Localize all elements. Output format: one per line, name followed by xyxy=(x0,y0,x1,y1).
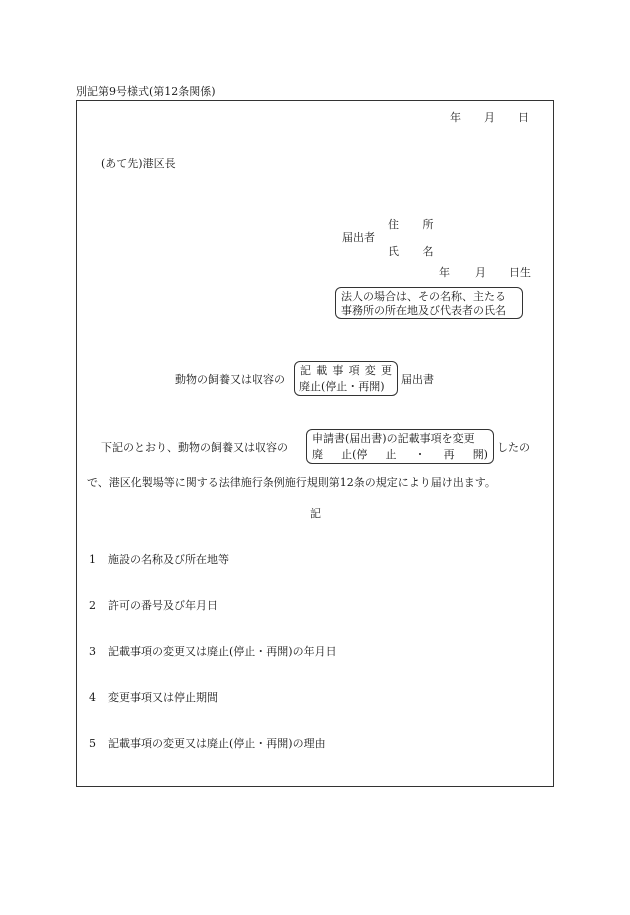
list-item xyxy=(89,738,326,749)
body-option2 xyxy=(312,449,488,460)
item-label: 記載事項の変更又は廃止(停止・再開)の理由 xyxy=(108,737,326,750)
title-option1 xyxy=(300,365,392,376)
item-number: 2 xyxy=(89,599,96,612)
body-option2-part: 開) xyxy=(472,448,488,461)
addressee: (あて先)港区長 xyxy=(101,157,176,170)
date-year: 年 xyxy=(450,111,461,124)
title-prefix: 動物の飼養又は収容の xyxy=(175,373,285,386)
title-option1-char: 記 xyxy=(300,364,311,377)
birth-year: 年 xyxy=(439,266,450,279)
birth-month: 月 xyxy=(475,266,486,279)
body-option2-part: 廃 xyxy=(312,448,323,461)
title-option1-char: 更 xyxy=(380,364,392,377)
list-item xyxy=(89,600,218,611)
list-item xyxy=(89,554,229,565)
item-number: 4 xyxy=(89,691,96,704)
corp-note-line1: 法人の場合は、その名称、主たる xyxy=(341,290,506,303)
name-label: 氏 名 xyxy=(388,245,444,258)
title-option1-char: 項 xyxy=(348,364,360,377)
title-option1-char: 載 xyxy=(316,364,328,377)
notifier-label: 届出者 xyxy=(342,231,375,244)
body-line2: で、港区化製場等に関する法律施行条例施行規則第12条の規定により届け出ます。 xyxy=(87,476,496,489)
body-option2-part: 止 xyxy=(385,448,397,461)
item-label: 変更事項又は停止期間 xyxy=(108,691,218,704)
item-label: 記載事項の変更又は廃止(停止・再開)の年月日 xyxy=(108,645,337,658)
ki-heading: 記 xyxy=(310,507,321,520)
body-intro: 下記のとおり、動物の飼養又は収容の xyxy=(101,441,288,454)
body-option2-part: 再 xyxy=(443,448,455,461)
date-day: 日 xyxy=(518,111,529,124)
list-item xyxy=(89,692,218,703)
body-option2-part: ・ xyxy=(414,448,426,461)
form-label: 別記第9号様式(第12条関係) xyxy=(76,85,216,98)
date-month: 月 xyxy=(484,111,495,124)
body-suffix: したの xyxy=(497,441,530,454)
item-number: 1 xyxy=(89,553,96,566)
item-number: 3 xyxy=(89,645,96,658)
title-suffix: 届出書 xyxy=(401,373,434,386)
item-label: 許可の番号及び年月日 xyxy=(108,599,218,612)
title-option1-char: 変 xyxy=(364,364,376,377)
title-option2: 廃止(停止・再開) xyxy=(299,380,385,393)
corp-note-line2: 事務所の所在地及び代表者の氏名 xyxy=(341,304,506,317)
title-option1-char: 事 xyxy=(332,364,344,377)
birth-day: 日生 xyxy=(509,266,531,279)
address-label: 住 所 xyxy=(388,218,444,231)
item-number: 5 xyxy=(89,737,96,750)
body-option1: 申請書(届出書)の記載事項を変更 xyxy=(312,432,475,445)
body-option2-part: 止(停 xyxy=(341,448,368,461)
item-label: 施設の名称及び所在地等 xyxy=(108,553,229,566)
list-item xyxy=(89,646,337,657)
